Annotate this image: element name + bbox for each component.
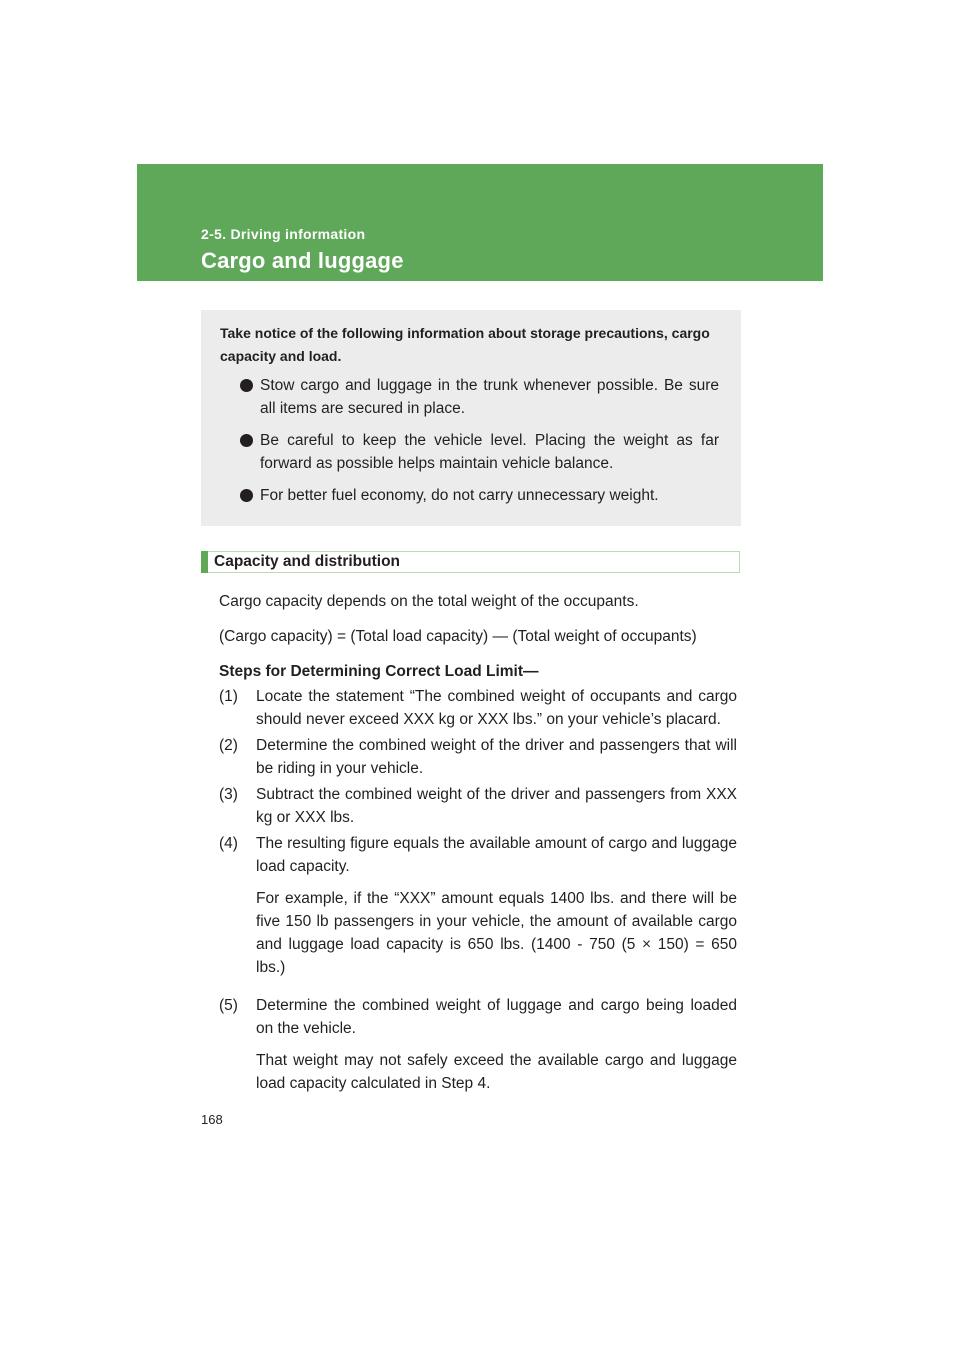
- notice-item: [220, 484, 719, 507]
- page-header: [137, 164, 823, 281]
- step-number: (5): [219, 997, 238, 1014]
- step-text: Subtract the combined weight of the driver and passengers from XXX kg or XXX lbs.: [256, 786, 737, 826]
- section-heading-text: Capacity and distribution: [214, 553, 401, 570]
- steps-heading: Steps for Determining Correct Load Limit—: [219, 663, 539, 680]
- step-text: Determine the combined weight of luggage and cargo being loaded on the vehicle.: [256, 997, 737, 1037]
- step-note: For example, if the “XXX” amount equals 1400 lbs. and there will be five 150 lb passengers in your vehicle, the amount of available cargo and luggage load capacity is 650 lbs. (1400 - 750 (5 × 150) = 650 lbs.): [256, 890, 737, 976]
- bullet-icon: [240, 379, 253, 392]
- notice-box: [201, 310, 741, 526]
- section-label: 2-5. Driving information: [201, 226, 366, 242]
- step-number: (4): [219, 835, 238, 852]
- section-heading: [201, 551, 740, 573]
- page-number: 168: [201, 1112, 223, 1127]
- page-title: Cargo and luggage: [201, 248, 404, 273]
- step-content: [256, 832, 737, 991]
- step-content: [256, 685, 737, 731]
- notice-intro: Take notice of the following information about storage precautions, cargo capacity and load.: [220, 325, 710, 364]
- step-text: Locate the statement “The combined weight of occupants and cargo should never exceed XXX kg or XXX lbs.” on your vehicle’s placard.: [256, 688, 737, 728]
- step-item: [219, 783, 737, 829]
- section-body: [219, 590, 737, 1110]
- notice-item: [220, 429, 719, 475]
- step-content: [256, 994, 737, 1107]
- bullet-icon: [240, 489, 253, 502]
- formula: (Cargo capacity) = (Total load capacity) — (Total weight of occupants): [219, 628, 697, 645]
- step-text: The resulting figure equals the available amount of cargo and luggage load capacity.: [256, 835, 737, 875]
- step-item: [219, 685, 737, 731]
- notice-item: [220, 374, 719, 420]
- step-content: [256, 734, 737, 780]
- notice-item-text: For better fuel economy, do not carry unnecessary weight.: [260, 487, 659, 504]
- notice-item-text: Be careful to keep the vehicle level. Placing the weight as far forward as possible helps maintain vehicle balance.: [260, 432, 719, 472]
- bullet-icon: [240, 434, 253, 447]
- paragraph: Cargo capacity depends on the total weight of the occupants.: [219, 593, 639, 610]
- heading-accent-bar: [201, 551, 208, 573]
- step-text: Determine the combined weight of the driver and passengers that will be riding in your vehicle.: [256, 737, 737, 777]
- step-number: (3): [219, 786, 238, 803]
- notice-item-text: Stow cargo and luggage in the trunk whenever possible. Be sure all items are secured in place.: [260, 377, 719, 417]
- step-number: (2): [219, 737, 238, 754]
- step-item: [219, 994, 737, 1107]
- step-content: [256, 783, 737, 829]
- step-note: That weight may not safely exceed the available cargo and luggage load capacity calculated in Step 4.: [256, 1052, 737, 1092]
- step-item: [219, 832, 737, 991]
- step-number: (1): [219, 688, 238, 705]
- step-item: [219, 734, 737, 780]
